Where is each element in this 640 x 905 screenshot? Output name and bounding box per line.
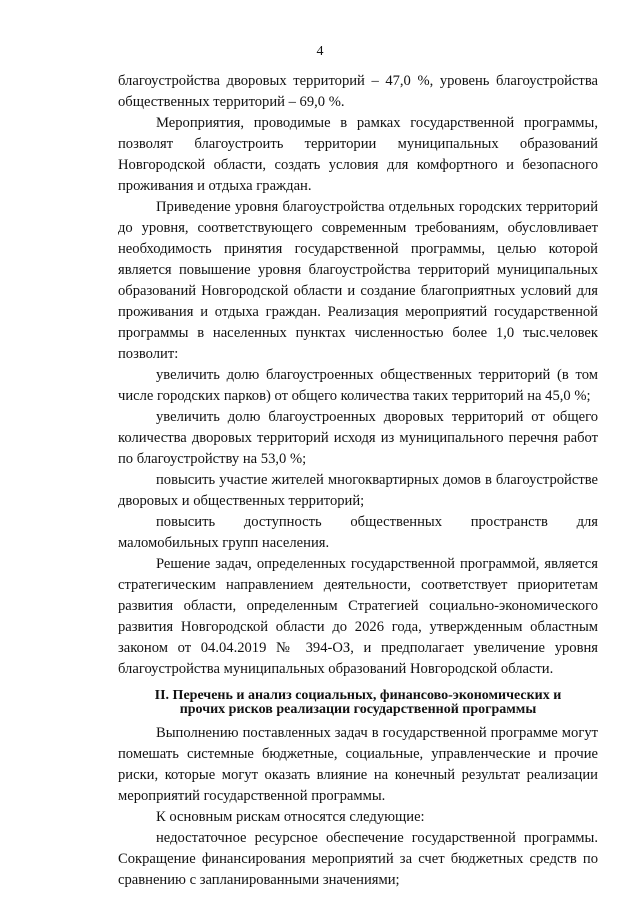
paragraph: благоустройства дворовых территорий – 47,0 %, уровень благоустройства общественных территорий – 69,0 %. <box>118 73 598 110</box>
paragraph: Приведение уровня благоустройства отдельных городских территорий до уровня, соответствующего современным требованиям, обусловливает необходимость принятия государственной программы, целью которой является повышение уровня благоустройства территорий муниципальных образований Новгородской области и создание благоприятных условий для проживания и отдыха граждан. Реализация мероприятий государственной программы в населенных пунктах численностью более 1,0 тыс.человек позволит: <box>118 199 598 362</box>
paragraphs-before-heading <box>118 71 598 680</box>
paragraph: К основным рискам относятся следующие: <box>156 809 425 825</box>
paragraph: Решение задач, определенных государственной программой, является стратегическим направлением деятельности, соответствует приоритетам развития области, определенным Стратегией социально-экономического развития Новгородской области до 2026 года, утвержденным областным законом от 04.04.2019 № 394-ОЗ, и предполагает увеличение уровня благоустройства муниципальных образований Новгородской области. <box>118 556 598 677</box>
paragraph: увеличить долю благоустроенных общественных территорий (в том числе городских парков) от общего количества таких территорий на 45,0 %; <box>118 367 598 404</box>
paragraph: недостаточное ресурсное обеспечение государственной программы. Сокращение финансирования мероприятий за счет бюджетных средств по сравнению с запланированными значениями; <box>118 830 598 888</box>
paragraphs-after-heading <box>118 723 598 891</box>
paragraph: Выполнению поставленных задач в государственной программе могут помешать системные бюджетные, социальные, управленческие и прочие риски, которые могут оказать влияние на конечный результат реализации мероприятий государственной программы. <box>118 725 598 804</box>
section-heading: II. Перечень и анализ социальных, финансово-экономических и прочих рисков реализации государственной программы <box>154 688 562 717</box>
page-number: 4 <box>316 44 324 59</box>
paragraph: увеличить долю благоустроенных дворовых территорий от общего количества дворовых территорий исходя из муниципального перечня работ по благоустройству на 53,0 %; <box>118 409 598 467</box>
paragraph: повысить участие жителей многоквартирных домов в благоустройстве дворовых и общественных территорий; <box>118 472 598 509</box>
document-body <box>118 71 598 891</box>
paragraph: повысить доступность общественных пространств для маломобильных групп населения. <box>118 514 598 551</box>
paragraph: Мероприятия, проводимые в рамках государственной программы, позволят благоустроить территории муниципальных образований Новгородской области, создать условия для комфортного и безопасного проживания и отдыха граждан. <box>118 115 598 194</box>
